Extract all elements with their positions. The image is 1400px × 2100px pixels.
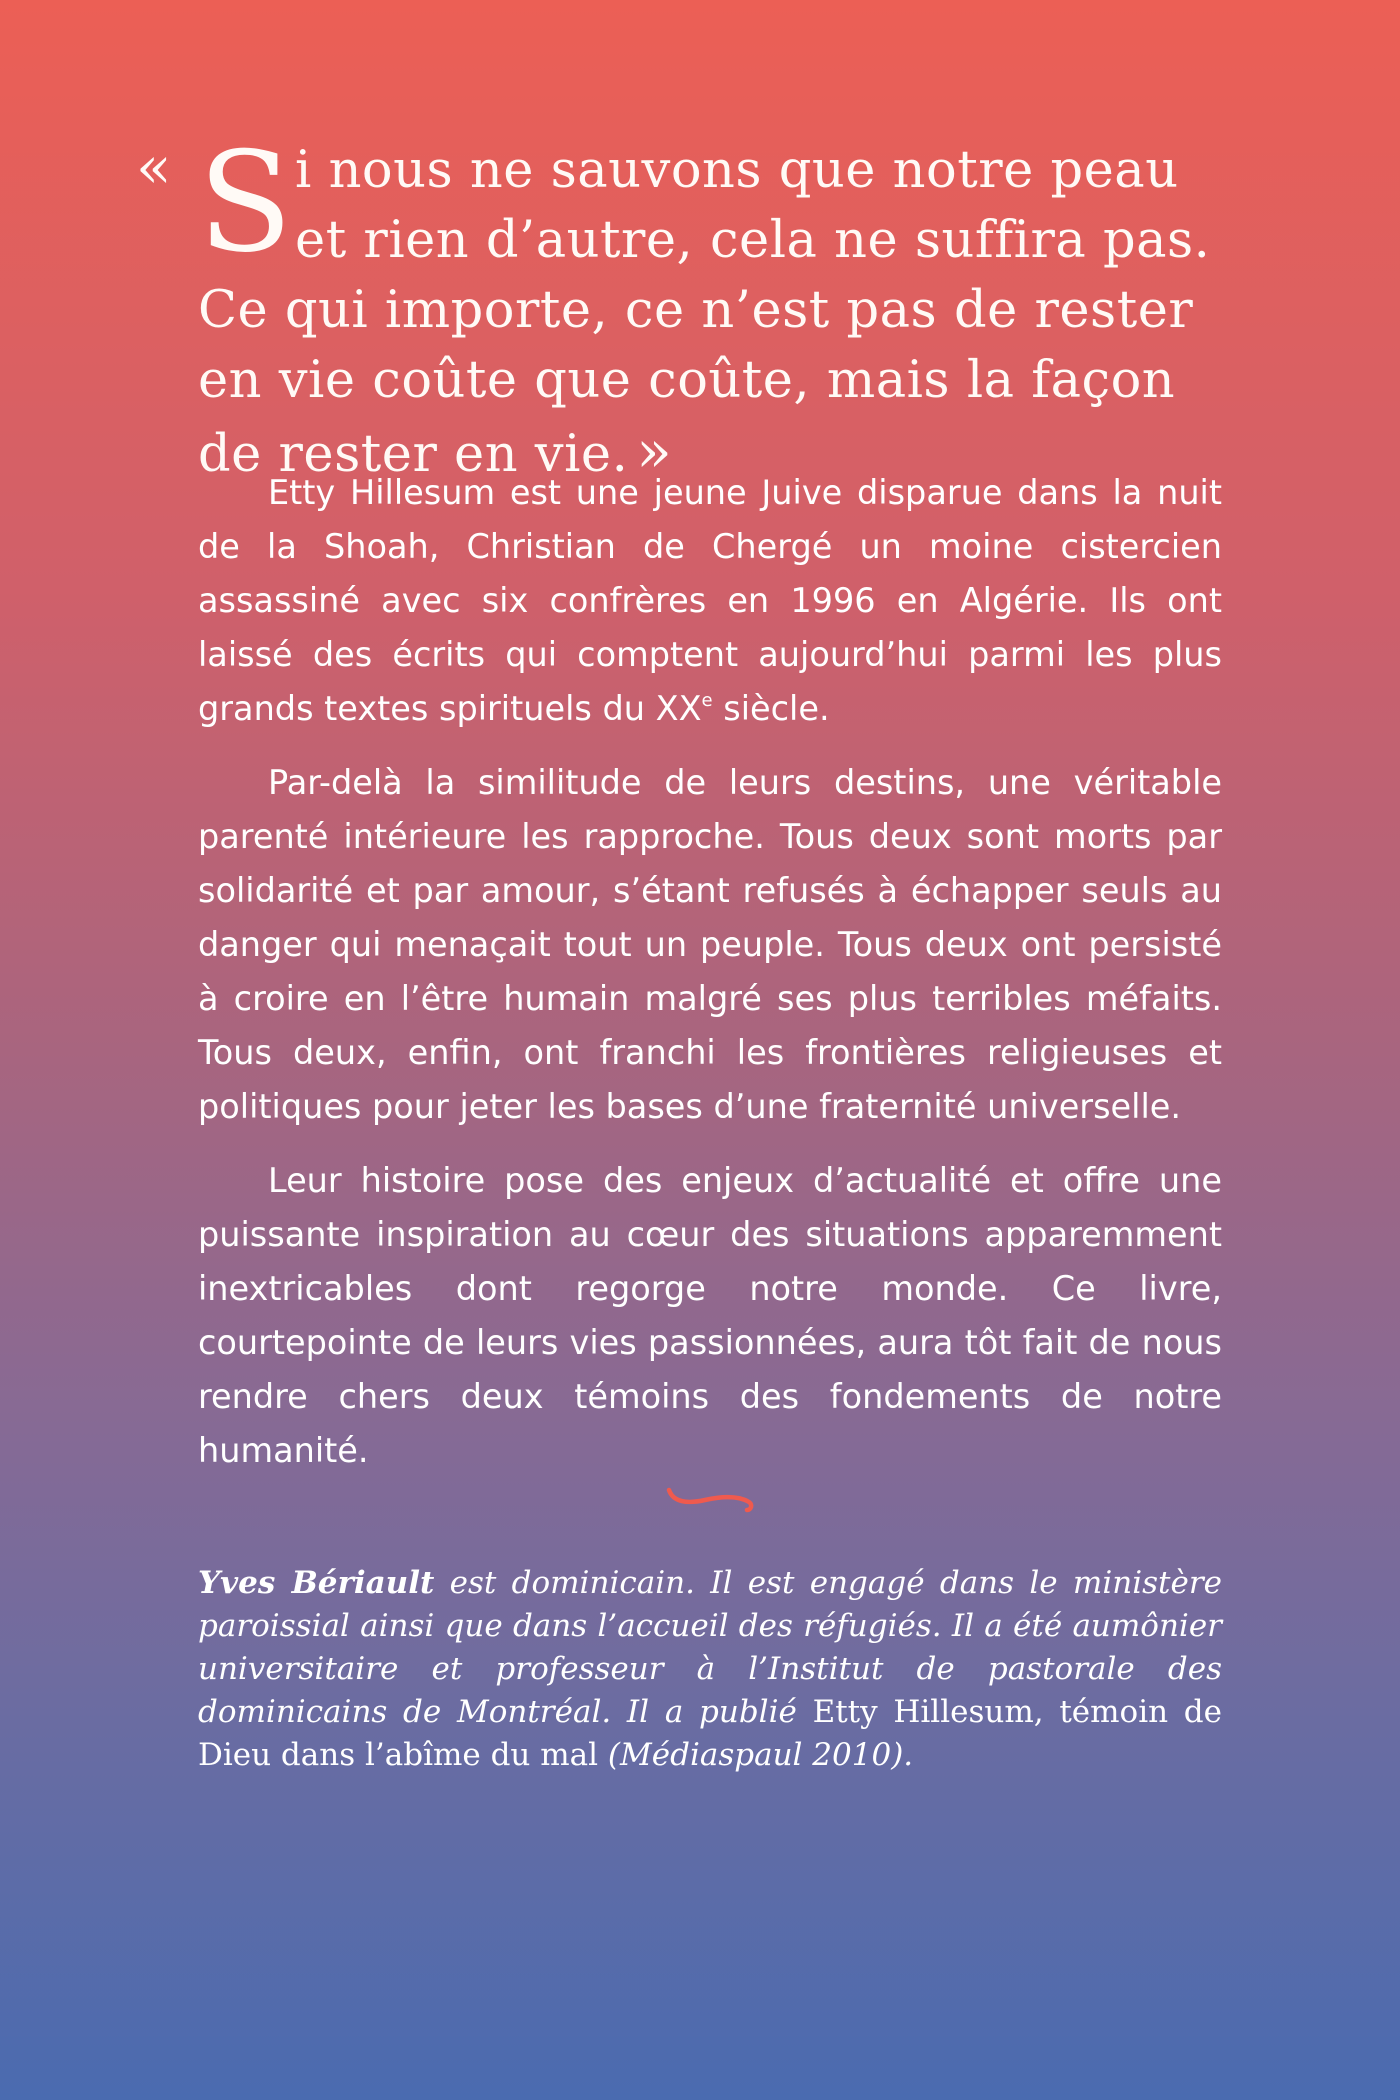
book-title: Etty Hillesum, témoin de Dieu dans l’abîme du mal <box>198 1694 1222 1773</box>
description-paragraph-1 <box>198 466 1222 736</box>
swash-ornament-icon <box>665 1480 755 1516</box>
author-bio <box>198 1562 1222 1777</box>
bio-text: est dominicain. Il est engagé dans le ministère paroissial ainsi que dans l’accueil des réfugiés. Il a été aumônier universitaire et professeur à l’Institut de pastorale des dominicains de Montréal. Il a publié <box>198 1565 1222 1730</box>
description-paragraph-2: Par-delà la similitude de leurs destins, une véritable parenté intérieure les rapproche. Tous deux sont morts par solidarité et par amour, s’étant refusés à échapper seuls au danger qui menaçait tout un peuple. Tous deux ont persisté à croire en l’être humain malgré ses plus terribles méfaits. Tous deux, enfin, ont franchi les frontières religieuses et politiques pour jeter les bases d’une fraternité universelle. <box>198 763 1222 1126</box>
close-quote-mark: » <box>636 417 673 485</box>
p1-text-end: siècle. <box>712 689 830 728</box>
quote-text: i nous ne sauvons que notre peau et rien d’autre, cela ne suffira pas. Ce qui importe, ce n’est pas de rester en vie coûte que coûte, mais la façon de rester en vie. <box>198 141 1211 484</box>
book-publisher: (Médiaspaul 2010). <box>598 1737 914 1773</box>
pull-quote <box>136 122 1238 490</box>
century-superscript: e <box>701 690 713 711</box>
description-paragraph-3: Leur histoire pose des enjeux d’actualité et offre une puissante inspiration au cœur des situations apparemment inextricables dont regorge notre monde. Ce livre, courtepointe de leurs vies passionnées, aura tôt fait de nous rendre chers deux témoins des fondements de notre humanité. <box>198 1161 1222 1470</box>
author-name: Yves Bériault <box>198 1565 435 1601</box>
open-quote-mark: « <box>136 133 172 201</box>
p1-text: Etty Hillesum est une jeune Juive disparue dans la nuit de la Shoah, Christian de Chergé un moine cistercien assassiné avec six confrères en 1996 en Algérie. Ils ont laissé des écrits qui comptent aujourd’hui parmi les plus grands textes spirituels du XX <box>198 473 1222 728</box>
quote-dropcap: S <box>198 122 294 283</box>
description <box>198 466 1222 1498</box>
